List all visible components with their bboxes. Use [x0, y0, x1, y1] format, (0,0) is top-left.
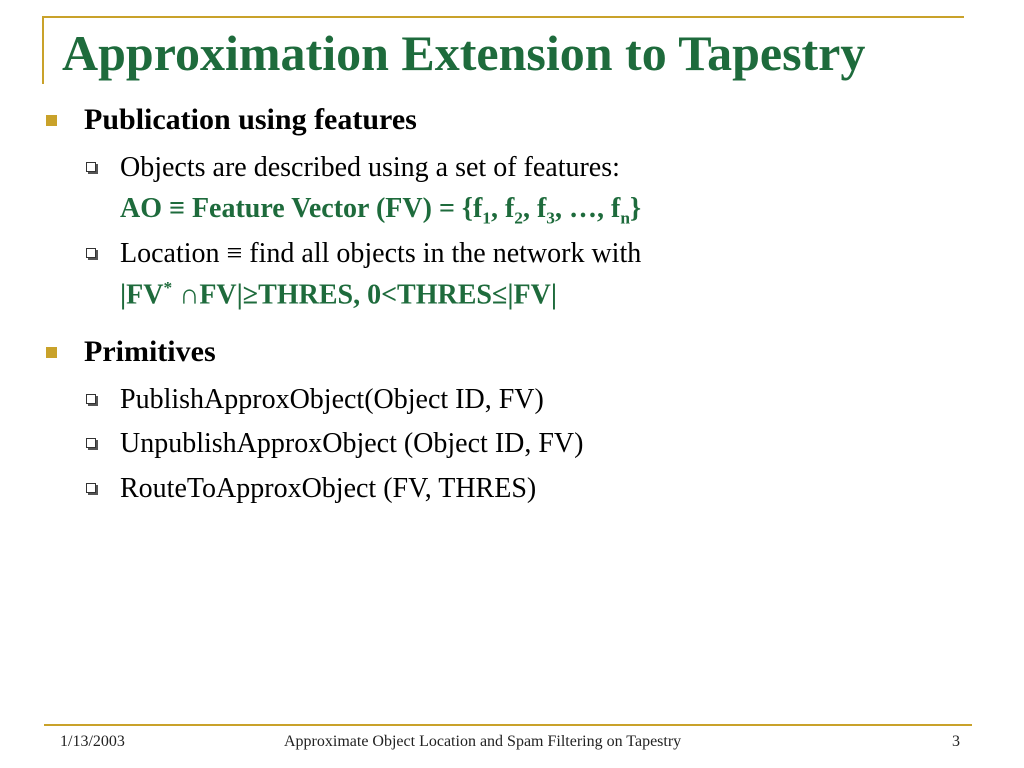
list-item-text: UnpublishApproxObject (Object ID, FV) — [120, 428, 584, 460]
threshold-formula: |FV* ∩FV|≥THRES, 0<THRES≤|FV| — [120, 277, 557, 311]
list-item-text: Objects are described using a set of features: — [120, 152, 620, 183]
footer-divider — [44, 724, 972, 726]
page-number: 3 — [952, 733, 960, 750]
hollow-square-bullet-icon — [86, 248, 96, 258]
list-item-unpublish — [44, 424, 984, 465]
slide-title: Approximation Extension to Tapestry — [62, 25, 866, 81]
list-item-text: PublishApproxObject(Object ID, FV) — [120, 383, 544, 415]
frame-left-line — [42, 16, 44, 84]
section-heading-text: Publication using features — [84, 103, 417, 136]
section-heading-text: Primitives — [84, 334, 216, 368]
square-bullet-icon — [46, 347, 57, 358]
slide-body — [44, 102, 984, 514]
square-bullet-icon — [46, 115, 57, 126]
list-item-route — [44, 469, 984, 510]
footer-title: Approximate Object Location and Spam Filtering on Tapestry — [284, 733, 682, 750]
list-item-publish — [44, 380, 984, 421]
list-item-objects-described — [44, 148, 984, 230]
hollow-square-bullet-icon — [86, 162, 96, 172]
list-item-text: Location ≡ find all objects in the network with — [120, 238, 642, 270]
hollow-square-bullet-icon — [86, 438, 96, 448]
list-item-location — [44, 234, 984, 316]
hollow-square-bullet-icon — [86, 394, 96, 404]
list-item-text: RouteToApproxObject (FV, THRES) — [120, 473, 537, 505]
hollow-square-bullet-icon — [86, 483, 96, 493]
section-heading-primitives — [44, 334, 984, 370]
feature-vector-formula: AO ≡ Feature Vector $(FV) = \{f_1$, $f_2$, $f_3$, …, $f_n$} — [120, 192, 642, 228]
section-heading-publication — [44, 102, 984, 138]
footer-date: 1/13/2003 — [60, 733, 125, 750]
frame-top-line — [44, 16, 964, 18]
